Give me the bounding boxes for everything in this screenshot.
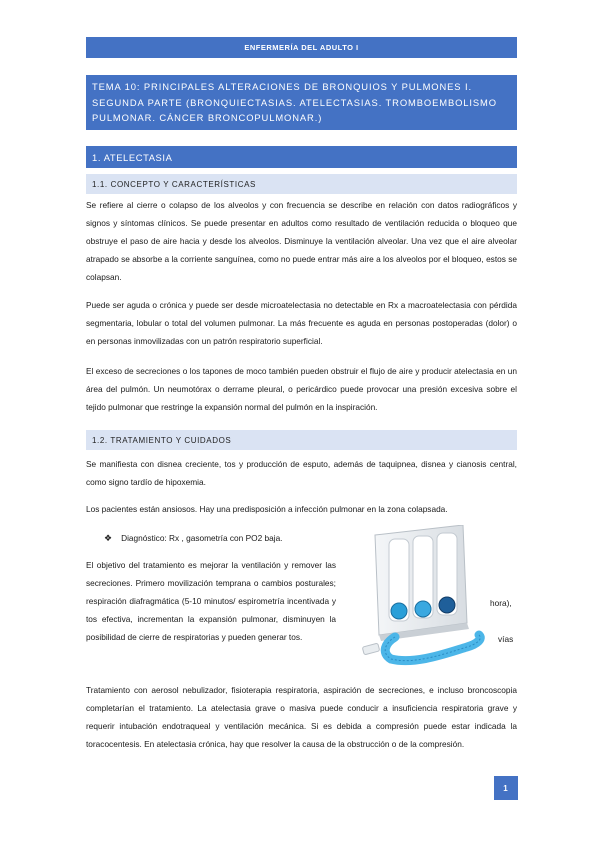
subsection-heading-concepto: 1.1. CONCEPTO Y CARACTERÍSTICAS [86,174,517,194]
page-number: 1 [494,776,517,800]
diamond-bullet-icon: ❖ [104,533,113,543]
paragraph-objective-continuation-hora: hora), [490,598,512,608]
paragraph-types: Puede ser aguda o crónica y puede ser desde microatelectasia no detectable en Rx a macroatelectasia con pérdida segmentaria, lobular o total del volumen pulmonar. La más frecuente es aguda en personas postoperadas (dolor) o en personas inmovilizadas con un patrón respiratorio superficial. [86,300,517,346]
paragraph-objective: El objetivo del tratamiento es mejorar la ventilación y remover las secreciones. Primero movilización temprana o cambios posturales; respiración diafragmática (5-10 minutos/ espirometría incentivada y tos efectiva, incrementan la expansión pulmonar, disminuyen la posibilidad de cierre de respiratorias y pueden generar tos. [86,560,336,642]
running-header: ENFERMERÍA DEL ADULTO I [86,37,517,58]
bullet-diagnostico [104,530,283,546]
paragraph-symptoms: Se manifiesta con disnea creciente, tos y producción de esputo, además de taquipnea, disnea y cianosis central, como signo tardío de hipoxemia. [86,459,517,487]
bullet-text: Diagnóstico: Rx , gasometría con PO2 baja. [121,533,283,543]
section-heading: 1. ATELECTASIA [86,146,517,168]
paragraph-anxiety: Los pacientes están ansiosos. Hay una predisposición a infección pulmonar en la zona colapsada. [86,504,448,514]
subsection-heading-tratamiento: 1.2. TRATAMIENTO Y CUIDADOS [86,430,517,450]
paragraph-definition: Se refiere al cierre o colapso de los alveolos y con frecuencia se describe en relación con datos radiográficos y signos y síntomas clínicos. Se puede presentar en adultos como resultado de ventilación reducida o bloqueo que obstruye el paso de aire hacia y desde los alveolos. Disminuye la ventilación alveolar. Una vez que el aire alveolar atrapado se absorbe a la corriente sanguínea, como no puede entrar más aire a los alveolos por el bloqueo, estos se colapsan. [86,200,517,282]
paragraph-objective-continuation-vias: vías [498,634,514,644]
incentive-spirometer-icon [355,525,495,670]
footer-rule [517,776,518,800]
topic-title: TEMA 10: PRINCIPALES ALTERACIONES DE BRONQUIOS Y PULMONES I. SEGUNDA PARTE (BRONQUIECTASIAS. ATELECTASIAS. TROMBOEMBOLISMO PULMONAR. CÁNCER BRONCOPULMONAR.) [86,75,517,130]
paragraph-treatment: Tratamiento con aerosol nebulizador, fisioterapia respiratoria, aspiración de secreciones, e incluso broncoscopia completarían el tratamiento. La atelectasia grave o masiva puede conducir a insuficiencia respiratoria grave y requerir intubación endotraqueal y ventilación mecánica. Si es debida a compresión puede estar indicada la toracocentesis. En atelectasia crónica, hay que resolver la causa de la obstrucción o de la compresión. [86,685,517,749]
paragraph-causes: El exceso de secreciones o los tapones de moco también pueden obstruir el flujo de aire y producir atelectasia en un área del pulmón. Un neumotórax o derrame pleural, o pericárdico puede provocar una presión excesiva sobre el tejido pulmonar que restringe la expansión normal del pulmón en la inspiración. [86,366,517,412]
